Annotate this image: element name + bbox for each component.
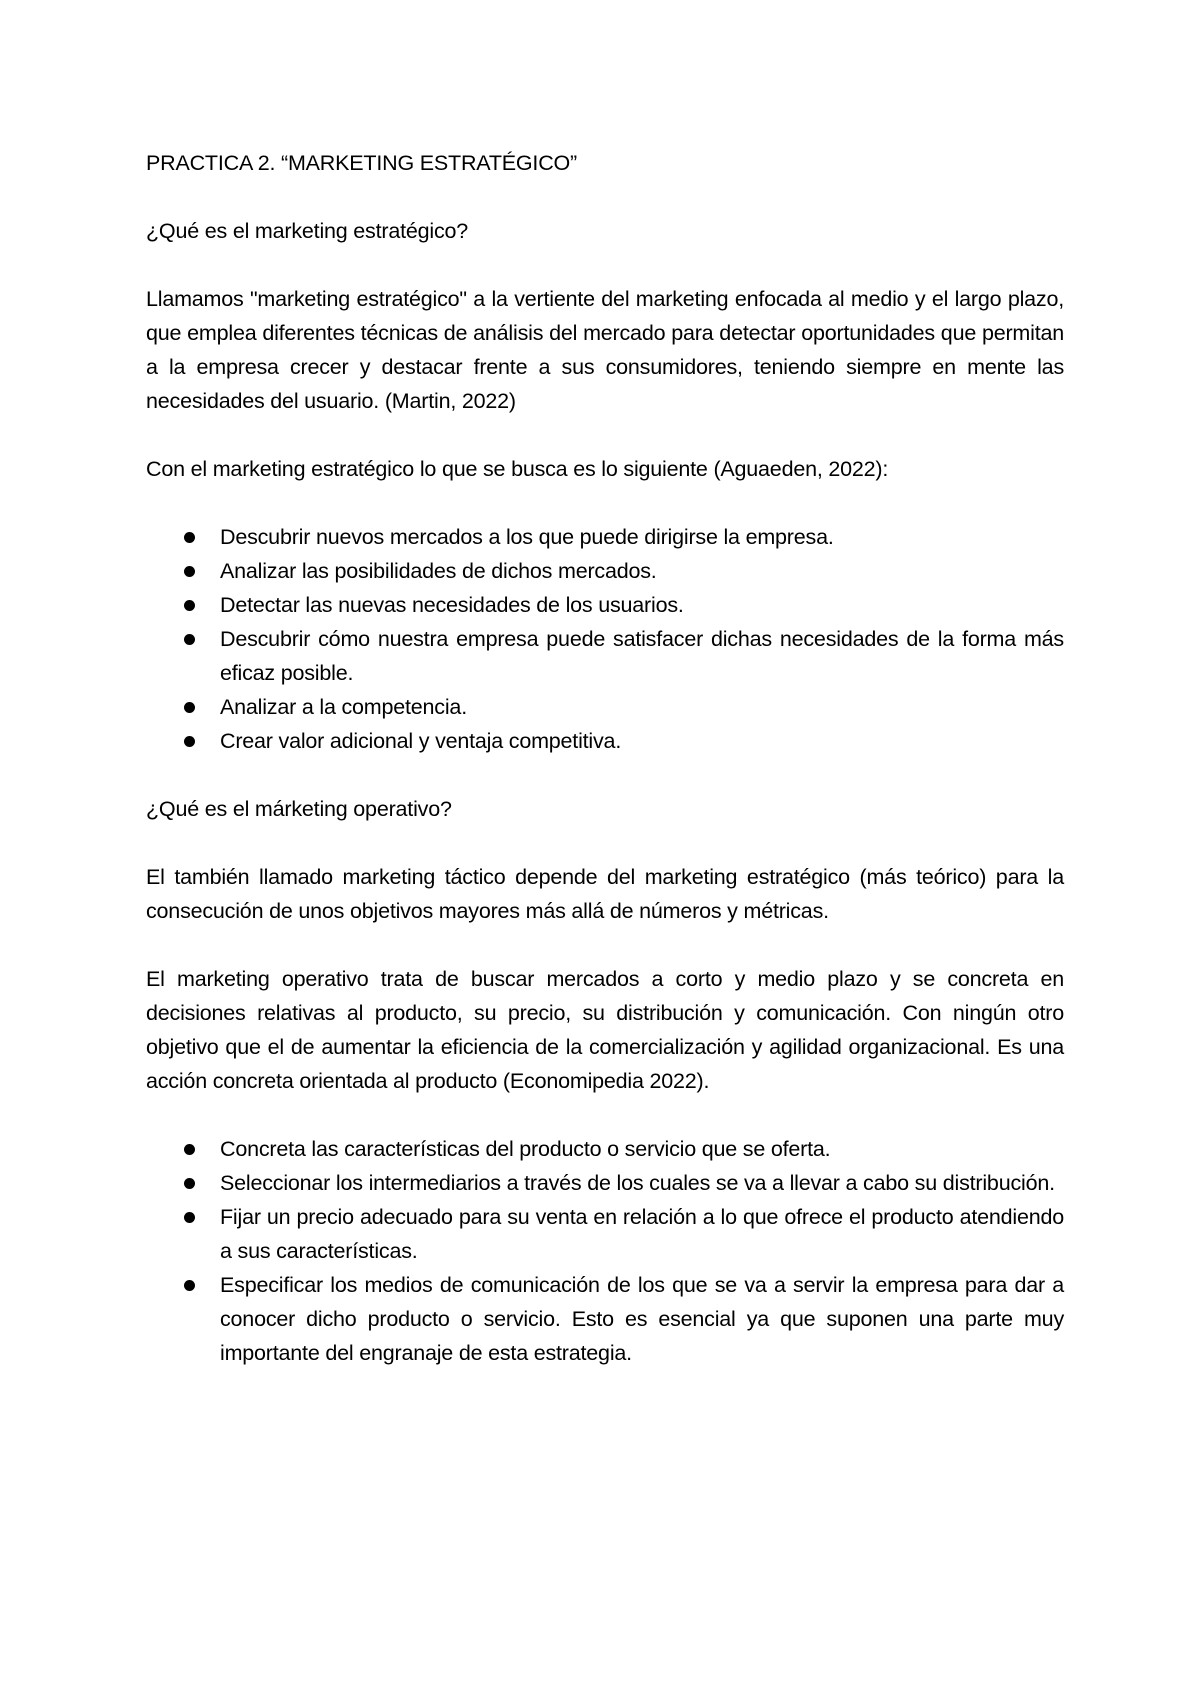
list-item-text: Fijar un precio adecuado para su venta en relación a lo que ofrece el producto atendiendo a sus características. <box>220 1205 1064 1263</box>
list-item-text: Detectar las nuevas necesidades de los usuarios. <box>220 593 684 617</box>
list-item <box>146 1166 1064 1200</box>
bullet-icon <box>184 702 195 713</box>
list-item-text: Seleccionar los intermediarios a través de los cuales se va a llevar a cabo su distribución. <box>220 1171 1055 1195</box>
document-page <box>146 146 1064 1404</box>
paragraph-strategic-intro: Con el marketing estratégico lo que se busca es lo siguiente (Aguaeden, 2022): <box>146 457 889 481</box>
bullet-icon <box>184 566 195 577</box>
list-item <box>146 1132 1064 1166</box>
list-item-text: Analizar a la competencia. <box>220 695 467 719</box>
list-item <box>146 588 1064 622</box>
question-heading-operative: ¿Qué es el márketing operativo? <box>146 797 452 821</box>
list-item-text: Crear valor adicional y ventaja competitiva. <box>220 729 622 753</box>
list-item <box>146 690 1064 724</box>
paragraph-operative-definition: El marketing operativo trata de buscar mercados a corto y medio plazo y se concreta en decisiones relativas al producto, su precio, su distribución y comunicación. Con ningún otro objetivo que el de aumentar la eficiencia de la comercialización y agilidad organizacional. Es una acción concreta orientada al producto (Economipedia 2022). <box>146 967 1064 1093</box>
paragraph-operative-tactical: El también llamado marketing táctico depende del marketing estratégico (más teórico) para la consecución de unos objetivos mayores más allá de números y métricas. <box>146 865 1064 923</box>
list-item <box>146 1268 1064 1370</box>
list-item <box>146 622 1064 690</box>
bullet-icon <box>184 1280 195 1291</box>
list-item <box>146 520 1064 554</box>
bullet-icon <box>184 634 195 645</box>
list-item <box>146 1200 1064 1268</box>
list-item-text: Descubrir nuevos mercados a los que puede dirigirse la empresa. <box>220 525 834 549</box>
list-item <box>146 724 1064 758</box>
list-item <box>146 554 1064 588</box>
list-item-text: Analizar las posibilidades de dichos mercados. <box>220 559 657 583</box>
bullet-icon <box>184 736 195 747</box>
list-item-text: Descubrir cómo nuestra empresa puede satisfacer dichas necesidades de la forma más eficaz posible. <box>220 627 1064 685</box>
bullet-icon <box>184 600 195 611</box>
strategic-goals-list <box>146 520 1064 758</box>
list-item-text: Concreta las características del producto o servicio que se oferta. <box>220 1137 831 1161</box>
bullet-icon <box>184 532 195 543</box>
document-title: PRACTICA 2. “MARKETING ESTRATÉGICO” <box>146 151 578 175</box>
list-item-text: Especificar los medios de comunicación de los que se va a servir la empresa para dar a conocer dicho producto o servicio. Esto es esencial ya que suponen una parte muy importante del engranaje de esta estrategia. <box>220 1273 1064 1365</box>
bullet-icon <box>184 1178 195 1189</box>
bullet-icon <box>184 1144 195 1155</box>
paragraph-strategic-definition: Llamamos "marketing estratégico" a la vertiente del marketing enfocada al medio y el largo plazo, que emplea diferentes técnicas de análisis del mercado para detectar oportunidades que permitan a la empresa crecer y destacar frente a sus consumidores, teniendo siempre en mente las necesidades del usuario. (Martin, 2022) <box>146 287 1064 413</box>
question-heading-strategic: ¿Qué es el marketing estratégico? <box>146 219 469 243</box>
operative-actions-list <box>146 1132 1064 1370</box>
bullet-icon <box>184 1212 195 1223</box>
